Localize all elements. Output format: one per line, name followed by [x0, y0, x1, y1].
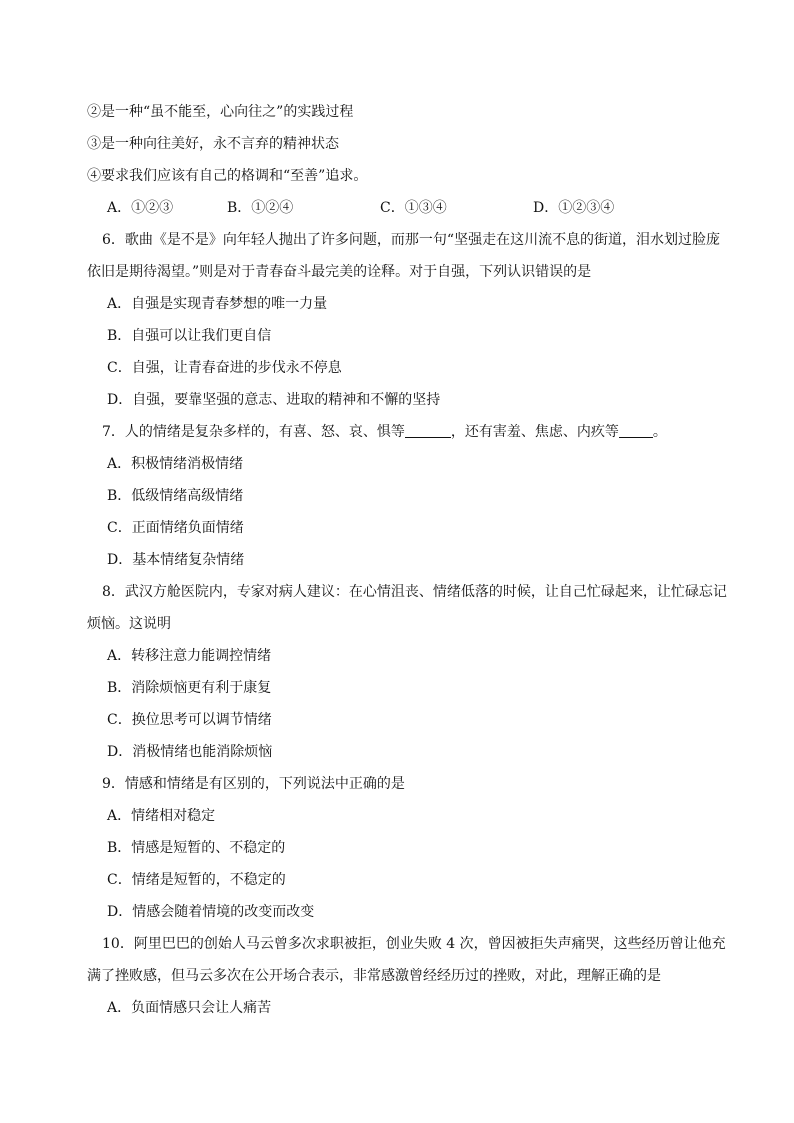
q9-option-d[interactable]: D．情感会随着情境的改变而改变 — [107, 904, 315, 920]
q10-stem-line1: 10．阿里巴巴的创始人马云曾多次求职被拒，创业失败 4 次，曾因被拒失声痛哭，这些经历曾让他充 — [102, 936, 726, 952]
q6-option-d[interactable]: D．自强，要靠坚强的意志、进取的精神和不懈的坚持 — [107, 392, 441, 408]
q7-blank-2[interactable] — [619, 423, 653, 438]
q5-option-a[interactable]: A．①②③ — [107, 200, 174, 216]
q7-stem-part2: ，还有害羞、焦虑、内疚等 — [450, 424, 619, 440]
q5-option-b[interactable]: B．①②④ — [227, 200, 294, 216]
q7-stem-part1: 7．人的情绪是复杂多样的，有喜、怒、哀、惧等 — [102, 424, 405, 440]
q10-option-a[interactable]: A．负面情感只会让人痛苦 — [107, 1000, 272, 1016]
q8-option-b[interactable]: B．消除烦恼更有利于康复 — [107, 680, 272, 696]
q8-option-a[interactable]: A．转移注意力能调控情绪 — [107, 648, 272, 664]
q5-options-row — [0, 198, 794, 218]
q6-option-b[interactable]: B．自强可以让我们更自信 — [107, 328, 272, 344]
q6-option-c[interactable]: C．自强，让青春奋进的步伐永不停息 — [107, 360, 342, 376]
q6-stem-line2: 依旧是期待渴望。”则是对于青春奋斗最完美的诠释。对于自强，下列认识错误的是 — [87, 264, 592, 280]
q10-stem-line2: 满了挫败感，但马云多次在公开场合表示，非常感激曾经经历过的挫败，对此，理解正确的是 — [87, 968, 661, 984]
q9-stem: 9．情感和情绪是有区别的，下列说法中正确的是 — [102, 776, 405, 792]
statement-3: ③是一种向往美好，永不言弃的精神状态 — [87, 136, 339, 152]
statement-2: ②是一种“虽不能至，心向往之”的实践过程 — [87, 104, 354, 120]
q8-option-c[interactable]: C．换位思考可以调节情绪 — [107, 712, 272, 728]
q9-option-c[interactable]: C．情绪是短暂的，不稳定的 — [107, 872, 286, 888]
q8-option-d[interactable]: D．消极情绪也能消除烦恼 — [107, 744, 273, 760]
q5-option-c[interactable]: C．①③④ — [380, 200, 447, 216]
q5-option-d[interactable]: D．①②③④ — [533, 200, 615, 216]
q8-stem-line2: 烦恼。这说明 — [87, 616, 171, 632]
q7-option-c[interactable]: C．正面情绪负面情绪 — [107, 520, 244, 536]
q7-option-b[interactable]: B．低级情绪高级情绪 — [107, 488, 244, 504]
q6-stem-line1: 6．歌曲《是不是》向年轻人抛出了许多问题，而那一句“坚强走在这川流不息的街道，泪水划过脸庞 — [102, 232, 721, 248]
q8-stem-line1: 8．武汉方舱医院内，专家对病人建议：在心情沮丧、情绪低落的时候，让自己忙碌起来，让忙碌忘记 — [102, 584, 727, 600]
q6-option-a[interactable]: A．自强是实现青春梦想的唯一力量 — [107, 296, 328, 312]
q7-stem — [102, 422, 667, 442]
statement-4: ④要求我们应该有自己的格调和“至善”追求。 — [87, 168, 368, 184]
q9-option-a[interactable]: A．情绪相对稳定 — [107, 808, 216, 824]
q9-option-b[interactable]: B．情感是短暂的、不稳定的 — [107, 840, 286, 856]
q7-option-d[interactable]: D．基本情绪复杂情绪 — [107, 552, 245, 568]
q7-blank-1[interactable] — [405, 423, 451, 438]
q7-stem-part3: 。 — [652, 424, 667, 440]
q7-option-a[interactable]: A．积极情绪消极情绪 — [107, 456, 244, 472]
